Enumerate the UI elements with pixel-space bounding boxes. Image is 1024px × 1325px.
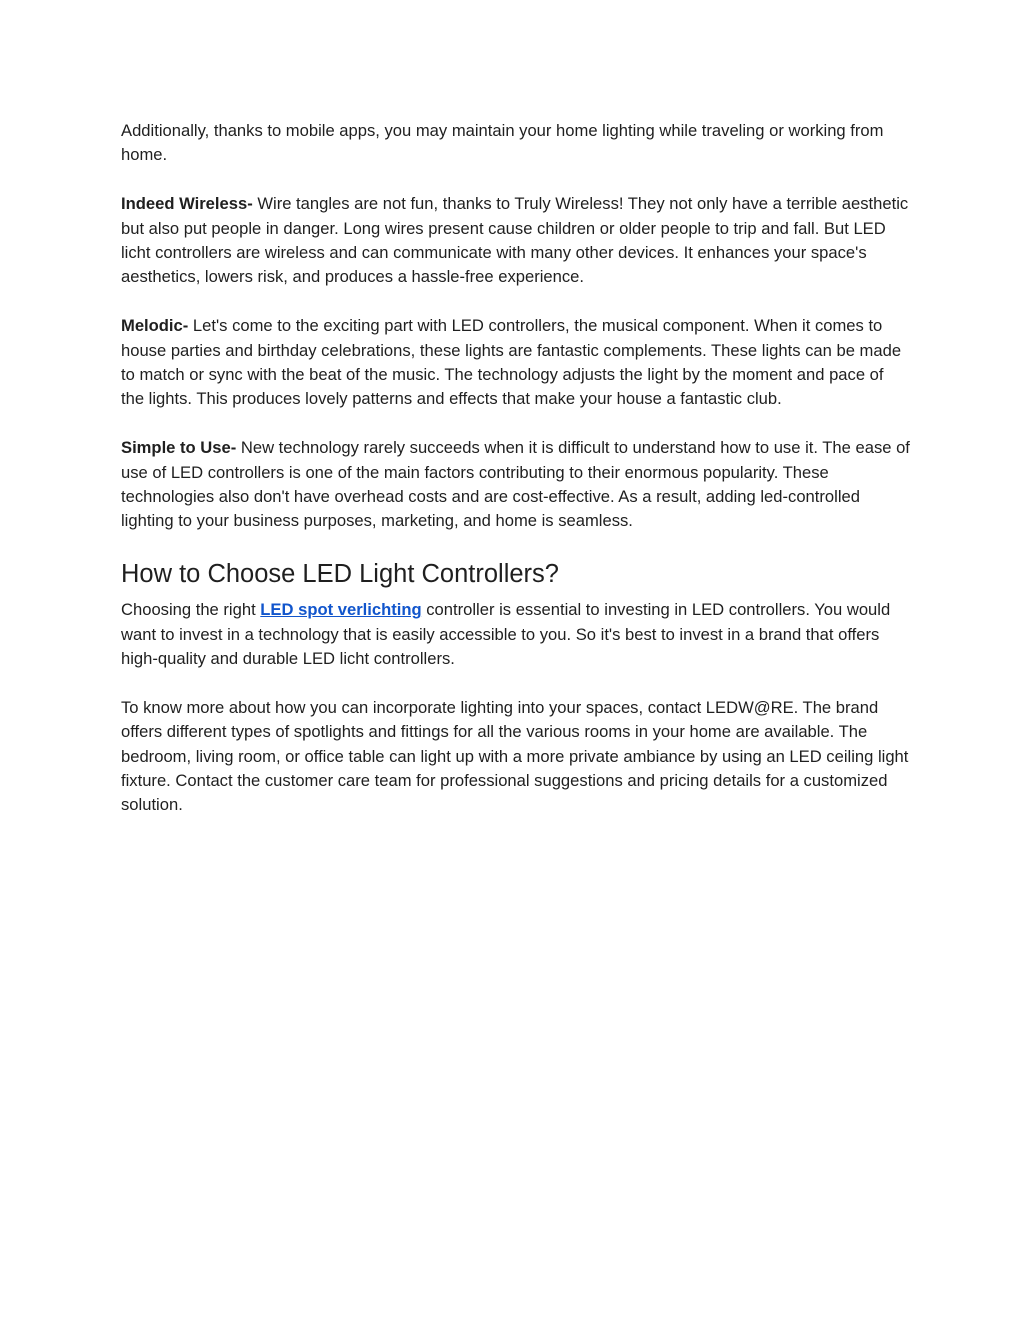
paragraph-text: Additionally, thanks to mobile apps, you may maintain your home lighting while traveling or working from home. [121, 121, 884, 165]
paragraph-text: Wire tangles are not fun, thanks to Truly Wireless! They not only have a terrible aesthetic but also put people in danger. Long wires present cause children or older people to trip and fall. But LED licht controllers are wireless and can communicate with many other devices. It enhances your space's aesthetics, lowers risk, and produces a hassle-free experience. [121, 194, 909, 287]
paragraph-text-after-link: controller is essential to investing in LED controllers. You would want to invest in a technology that is easily accessible to you. So it's best to invest in a brand that offers high-quality and durable LED licht controllers. [121, 600, 891, 669]
paragraph-indeed-wireless [121, 192, 911, 290]
paragraph-lead: Melodic- [121, 316, 189, 336]
paragraph-melodic [121, 314, 911, 412]
paragraph-choosing [121, 598, 911, 671]
document-page [121, 119, 911, 842]
paragraph-text: New technology rarely succeeds when it is difficult to understand how to use it. The ease of use of LED controllers is one of the main factors contributing to their enormous popularity. These technologies also don't have overhead costs and are cost-effective. As a result, adding led-controlled lighting to your business purposes, marketing, and home is seamless. [121, 438, 910, 531]
paragraph-mobile-apps [121, 119, 911, 168]
led-spot-verlichting-link[interactable]: LED spot verlichting [260, 600, 422, 620]
paragraph-closing [121, 696, 911, 818]
paragraph-text: Let's come to the exciting part with LED controllers, the musical component. When it comes to house parties and birthday celebrations, these lights are fantastic complements. These lights can be made to match or sync with the beat of the music. The technology adjusts the light by the moment and pace of the lights. This produces lovely patterns and effects that make your house a fantastic club. [121, 316, 902, 409]
paragraph-simple-to-use [121, 436, 911, 534]
section-heading: How to Choose LED Light Controllers? [121, 560, 559, 589]
paragraph-text-before-link: Choosing the right [121, 600, 261, 620]
paragraph-lead: Indeed Wireless- [121, 194, 253, 214]
paragraph-lead: Simple to Use- [121, 438, 237, 458]
paragraph-text: To know more about how you can incorporate lighting into your spaces, contact LEDW@RE. The brand offers different types of spotlights and fittings for all the various rooms in your home are available. The bedroom, living room, or office table can light up with a more private ambiance by using an LED ceiling light fixture. Contact the customer care team for professional suggestions and pricing details for a customized solution. [121, 697, 909, 815]
